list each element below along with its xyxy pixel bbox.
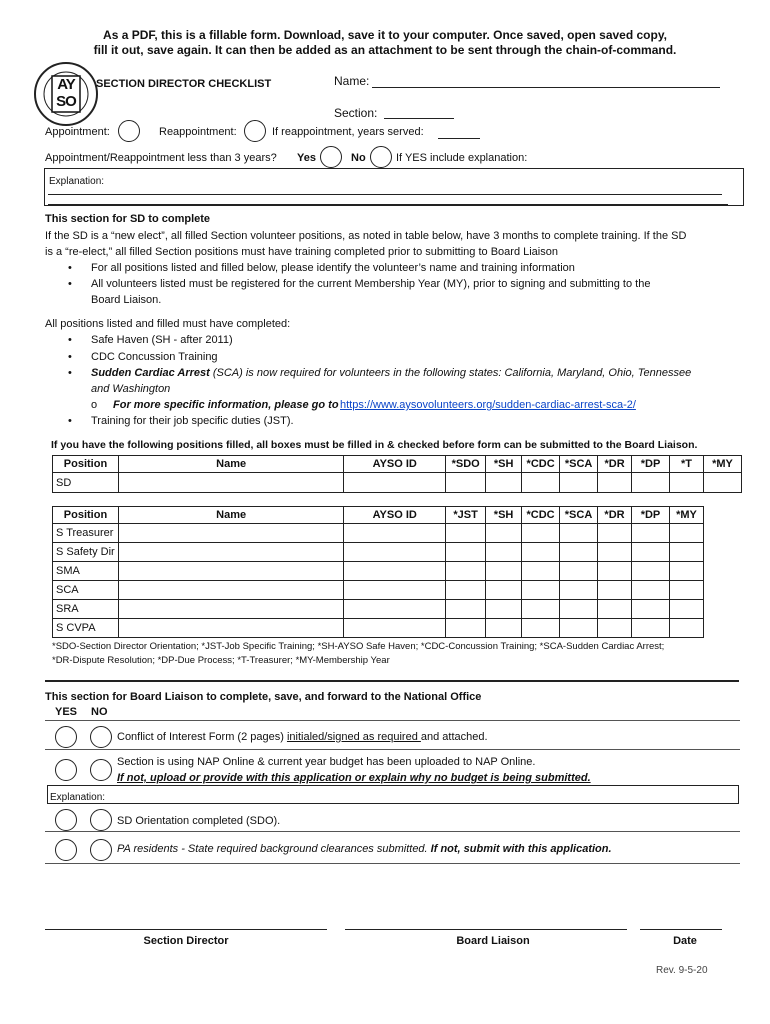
table-row bbox=[53, 600, 704, 619]
check-cell[interactable] bbox=[669, 600, 703, 619]
date-signature-line[interactable] bbox=[640, 929, 722, 930]
check-cell[interactable] bbox=[598, 600, 632, 619]
bullet-dot: • bbox=[68, 415, 72, 427]
date-label: Date bbox=[673, 935, 697, 947]
position-cell: S CVPA bbox=[53, 619, 119, 638]
check-cell[interactable] bbox=[598, 619, 632, 638]
section-director-label: Section Director bbox=[143, 935, 229, 947]
sca-info-link[interactable]: https://www.aysovolunteers.org/sudden-cardiac-arrest-sca-2/ bbox=[340, 399, 636, 411]
table-intro: If you have the following positions filled, all boxes must be filled in & checked before form can be submitted to the Board Liaison. bbox=[51, 439, 698, 451]
check-cell[interactable] bbox=[632, 619, 670, 638]
item4-text-a: PA residents - State required background clearances submitted. bbox=[117, 843, 431, 855]
bl-explanation-box[interactable] bbox=[47, 785, 739, 804]
explanation-label: Explanation: bbox=[49, 176, 105, 187]
ayso-id-cell[interactable] bbox=[344, 543, 446, 562]
check-cell[interactable] bbox=[522, 473, 560, 493]
check-cell[interactable] bbox=[560, 543, 598, 562]
section-field[interactable] bbox=[384, 118, 454, 119]
col-header: Position bbox=[53, 507, 119, 524]
col-header: AYSO ID bbox=[344, 507, 446, 524]
col-header: *SH bbox=[486, 507, 522, 524]
table-row bbox=[53, 562, 704, 581]
sd-bullet-2a: All volunteers listed must be registered for the current Membership Year (MY), prior to signing and submitting to the bbox=[91, 278, 651, 290]
check-cell[interactable] bbox=[560, 524, 598, 543]
ayso-id-cell[interactable] bbox=[344, 600, 446, 619]
requirements-intro: All positions listed and filled must have completed: bbox=[45, 318, 291, 330]
check-cell[interactable] bbox=[669, 562, 703, 581]
name-cell[interactable] bbox=[118, 600, 343, 619]
logo-letters-bottom: SO bbox=[56, 93, 76, 110]
check-cell[interactable] bbox=[522, 581, 560, 600]
check-cell[interactable] bbox=[522, 619, 560, 638]
check-cell[interactable] bbox=[522, 543, 560, 562]
bl-section-heading: This section for Board Liaison to complete, save, and forward to the National Office bbox=[45, 691, 482, 703]
name-cell[interactable] bbox=[118, 524, 343, 543]
form-title: SECTION DIRECTOR CHECKLIST bbox=[96, 78, 272, 90]
item4-text-b: If not, submit with this application. bbox=[430, 843, 612, 855]
check-cell[interactable] bbox=[632, 581, 670, 600]
ayso-id-cell[interactable] bbox=[344, 619, 446, 638]
divider bbox=[45, 720, 740, 721]
item2-yes-radio[interactable] bbox=[55, 759, 77, 781]
lt3-yes-radio[interactable] bbox=[320, 146, 342, 168]
col-header: *CDC bbox=[522, 456, 560, 473]
header-line-1: As a PDF, this is a fillable form. Download, save it to your computer. Once saved, open saved copy, bbox=[103, 28, 667, 42]
check-cell[interactable] bbox=[598, 524, 632, 543]
check-cell[interactable] bbox=[522, 562, 560, 581]
position-cell: S Safety Dir bbox=[53, 543, 119, 562]
check-cell[interactable] bbox=[486, 473, 522, 493]
requirement-4: Training for their job specific duties (JST). bbox=[91, 415, 294, 427]
explain-label: If YES include explanation: bbox=[396, 152, 528, 164]
name-cell[interactable] bbox=[118, 562, 343, 581]
item1-text-a: Conflict of Interest Form (2 pages) bbox=[117, 731, 287, 743]
requirement-3-line-2: and Washington bbox=[91, 383, 171, 395]
item4-no-radio[interactable] bbox=[90, 839, 112, 861]
years-served-field[interactable] bbox=[438, 138, 480, 139]
check-cell[interactable] bbox=[669, 619, 703, 638]
check-cell[interactable] bbox=[446, 562, 486, 581]
section-divider bbox=[45, 680, 739, 682]
col-header: Name bbox=[118, 507, 343, 524]
divider bbox=[45, 863, 740, 864]
col-header: *CDC bbox=[522, 507, 560, 524]
check-cell[interactable] bbox=[486, 581, 522, 600]
check-cell[interactable] bbox=[598, 473, 632, 493]
check-cell[interactable] bbox=[669, 524, 703, 543]
no-label: No bbox=[351, 152, 366, 164]
lt3-no-radio[interactable] bbox=[370, 146, 392, 168]
check-cell[interactable] bbox=[703, 473, 741, 493]
appointment-radio[interactable] bbox=[118, 120, 140, 142]
name-cell[interactable] bbox=[118, 581, 343, 600]
years-served-label: If reappointment, years served: bbox=[272, 126, 424, 138]
check-cell[interactable] bbox=[560, 619, 598, 638]
ayso-id-cell[interactable] bbox=[344, 524, 446, 543]
sd-table bbox=[52, 455, 742, 493]
table-row bbox=[53, 543, 704, 562]
check-cell[interactable] bbox=[632, 524, 670, 543]
item3-no-radio[interactable] bbox=[90, 809, 112, 831]
col-header: *SH bbox=[486, 456, 522, 473]
bl-item-1 bbox=[117, 731, 488, 743]
revision-label: Rev. 9-5-20 bbox=[656, 965, 708, 976]
col-header: *MY bbox=[703, 456, 741, 473]
col-header: *SCA bbox=[560, 507, 598, 524]
bullet-dot: • bbox=[68, 278, 72, 290]
item1-no-radio[interactable] bbox=[90, 726, 112, 748]
check-cell[interactable] bbox=[632, 543, 670, 562]
check-cell[interactable] bbox=[669, 543, 703, 562]
position-cell: SCA bbox=[53, 581, 119, 600]
col-header: Position bbox=[53, 456, 119, 473]
sd-table-header bbox=[53, 456, 742, 473]
section-label: Section: bbox=[334, 106, 378, 120]
col-header: *JST bbox=[446, 507, 486, 524]
requirement-3-bold: Sudden Cardiac Arrest bbox=[91, 367, 210, 379]
ayso-id-cell[interactable] bbox=[344, 581, 446, 600]
reappointment-radio[interactable] bbox=[244, 120, 266, 142]
col-header: *T bbox=[670, 456, 704, 473]
check-cell[interactable] bbox=[486, 619, 522, 638]
sd-bullet-1: For all positions listed and filled below, please identify the volunteer’s name and training information bbox=[91, 262, 575, 274]
ayso-id-cell[interactable] bbox=[344, 562, 446, 581]
legend-line-1: *SDO-Section Director Orientation; *JST-Job Specific Training; *SH-AYSO Safe Haven; *CDC-Concussion Training; *SCA-Sudden Cardiac Arrest; bbox=[52, 641, 665, 652]
name-label: Name: bbox=[334, 74, 370, 88]
name-cell[interactable] bbox=[118, 619, 343, 638]
bullet-dot: • bbox=[68, 262, 72, 274]
explanation-line-1 bbox=[48, 194, 722, 195]
divider bbox=[45, 831, 740, 832]
sd-para-line-1: If the SD is a “new elect”, all filled Section volunteer positions, as noted in table below, have 3 months to complete training. If the SD bbox=[45, 230, 687, 242]
positions-table bbox=[52, 506, 704, 638]
sub-bullet-marker: o bbox=[91, 399, 98, 411]
position-cell: SRA bbox=[53, 600, 119, 619]
check-cell[interactable] bbox=[670, 473, 704, 493]
check-cell[interactable] bbox=[560, 473, 598, 493]
check-cell[interactable] bbox=[669, 581, 703, 600]
section-director-signature-line[interactable] bbox=[45, 929, 327, 930]
check-cell[interactable] bbox=[446, 581, 486, 600]
yes-label: Yes bbox=[297, 152, 316, 164]
col-header: *SCA bbox=[560, 456, 598, 473]
table-row bbox=[53, 581, 704, 600]
table-row bbox=[53, 473, 742, 493]
item4-yes-radio[interactable] bbox=[55, 839, 77, 861]
ayso-id-cell[interactable] bbox=[344, 473, 446, 493]
check-cell[interactable] bbox=[522, 600, 560, 619]
position-cell: SMA bbox=[53, 562, 119, 581]
lt3-label: Appointment/Reappointment less than 3 years? bbox=[45, 152, 277, 164]
requirement-1: Safe Haven (SH - after 2011) bbox=[91, 334, 233, 346]
requirement-2: CDC Concussion Training bbox=[91, 351, 218, 363]
bullet-dot: • bbox=[68, 351, 72, 363]
col-header: *DP bbox=[632, 507, 670, 524]
bl-explanation-label: Explanation: bbox=[50, 792, 106, 803]
header-line-2: fill it out, save again. It can then be added as an attachment to be sent through the chain-of-command. bbox=[93, 43, 677, 57]
col-header: Name bbox=[118, 456, 343, 473]
check-cell[interactable] bbox=[560, 600, 598, 619]
board-liaison-signature-line[interactable] bbox=[345, 929, 627, 930]
name-field[interactable] bbox=[372, 87, 720, 88]
check-cell[interactable] bbox=[560, 562, 598, 581]
check-cell[interactable] bbox=[446, 473, 486, 493]
check-cell[interactable] bbox=[486, 562, 522, 581]
col-header: AYSO ID bbox=[344, 456, 446, 473]
check-cell[interactable] bbox=[560, 581, 598, 600]
check-cell[interactable] bbox=[598, 543, 632, 562]
check-cell[interactable] bbox=[486, 524, 522, 543]
item2-no-radio[interactable] bbox=[90, 759, 112, 781]
requirement-3-rest: (SCA) is now required for volunteers in the following states: California, Maryland, Ohio, Tennessee bbox=[209, 367, 692, 379]
col-header: *DP bbox=[632, 456, 670, 473]
check-cell[interactable] bbox=[446, 600, 486, 619]
check-cell[interactable] bbox=[632, 600, 670, 619]
bl-item-3: SD Orientation completed (SDO). bbox=[117, 815, 281, 827]
sd-bullet-2b: Board Liaison. bbox=[91, 294, 162, 306]
item1-text-c: and attached. bbox=[420, 731, 488, 743]
bullet-dot: • bbox=[68, 334, 72, 346]
ayso-logo bbox=[30, 60, 102, 128]
explanation-box[interactable] bbox=[44, 168, 744, 206]
sub-bullet-text: For more specific information, please go to bbox=[113, 399, 339, 411]
board-liaison-label: Board Liaison bbox=[456, 935, 530, 947]
check-cell[interactable] bbox=[598, 562, 632, 581]
position-cell: SD bbox=[53, 473, 119, 493]
reappointment-label: Reappointment: bbox=[159, 126, 237, 138]
bl-no-header: NO bbox=[91, 706, 108, 718]
sd-section-heading: This section for SD to complete bbox=[45, 213, 211, 225]
bl-yes-header: YES bbox=[55, 706, 78, 718]
table-row bbox=[53, 619, 704, 638]
col-header: *SDO bbox=[446, 456, 486, 473]
check-cell[interactable] bbox=[486, 600, 522, 619]
bl-item-4 bbox=[117, 843, 612, 855]
check-cell[interactable] bbox=[446, 543, 486, 562]
col-header: *MY bbox=[669, 507, 703, 524]
bl-item-2: Section is using NAP Online & current year budget has been uploaded to NAP Online. bbox=[117, 756, 536, 768]
position-cell: S Treasurer bbox=[53, 524, 119, 543]
item1-yes-radio[interactable] bbox=[55, 726, 77, 748]
check-cell[interactable] bbox=[598, 581, 632, 600]
name-cell[interactable] bbox=[118, 473, 343, 493]
positions-table-header bbox=[53, 507, 704, 524]
bl-item-2-note: If not, upload or provide with this application or explain why no budget is being submitted. bbox=[117, 772, 591, 784]
appointment-label: Appointment: bbox=[45, 126, 110, 138]
requirement-3 bbox=[91, 367, 691, 379]
logo-letters-top: AY bbox=[57, 76, 75, 93]
item3-yes-radio[interactable] bbox=[55, 809, 77, 831]
explanation-line-2 bbox=[48, 204, 728, 206]
check-cell[interactable] bbox=[446, 619, 486, 638]
sd-para-line-2: is a “re-elect,” all filled Section positions must have training completed prior to submitting to Board Liaison bbox=[45, 246, 558, 258]
check-cell[interactable] bbox=[632, 473, 670, 493]
divider bbox=[45, 749, 740, 750]
check-cell[interactable] bbox=[486, 543, 522, 562]
name-cell[interactable] bbox=[118, 543, 343, 562]
check-cell[interactable] bbox=[446, 524, 486, 543]
legend-line-2: *DR-Dispute Resolution; *DP-Due Process; *T-Treasurer; *MY-Membership Year bbox=[52, 655, 390, 666]
check-cell[interactable] bbox=[522, 524, 560, 543]
bullet-dot: • bbox=[68, 367, 72, 379]
col-header: *DR bbox=[598, 507, 632, 524]
item1-text-b: initialed/signed as required bbox=[286, 731, 421, 743]
table-row bbox=[53, 524, 704, 543]
check-cell[interactable] bbox=[632, 562, 670, 581]
col-header: *DR bbox=[598, 456, 632, 473]
